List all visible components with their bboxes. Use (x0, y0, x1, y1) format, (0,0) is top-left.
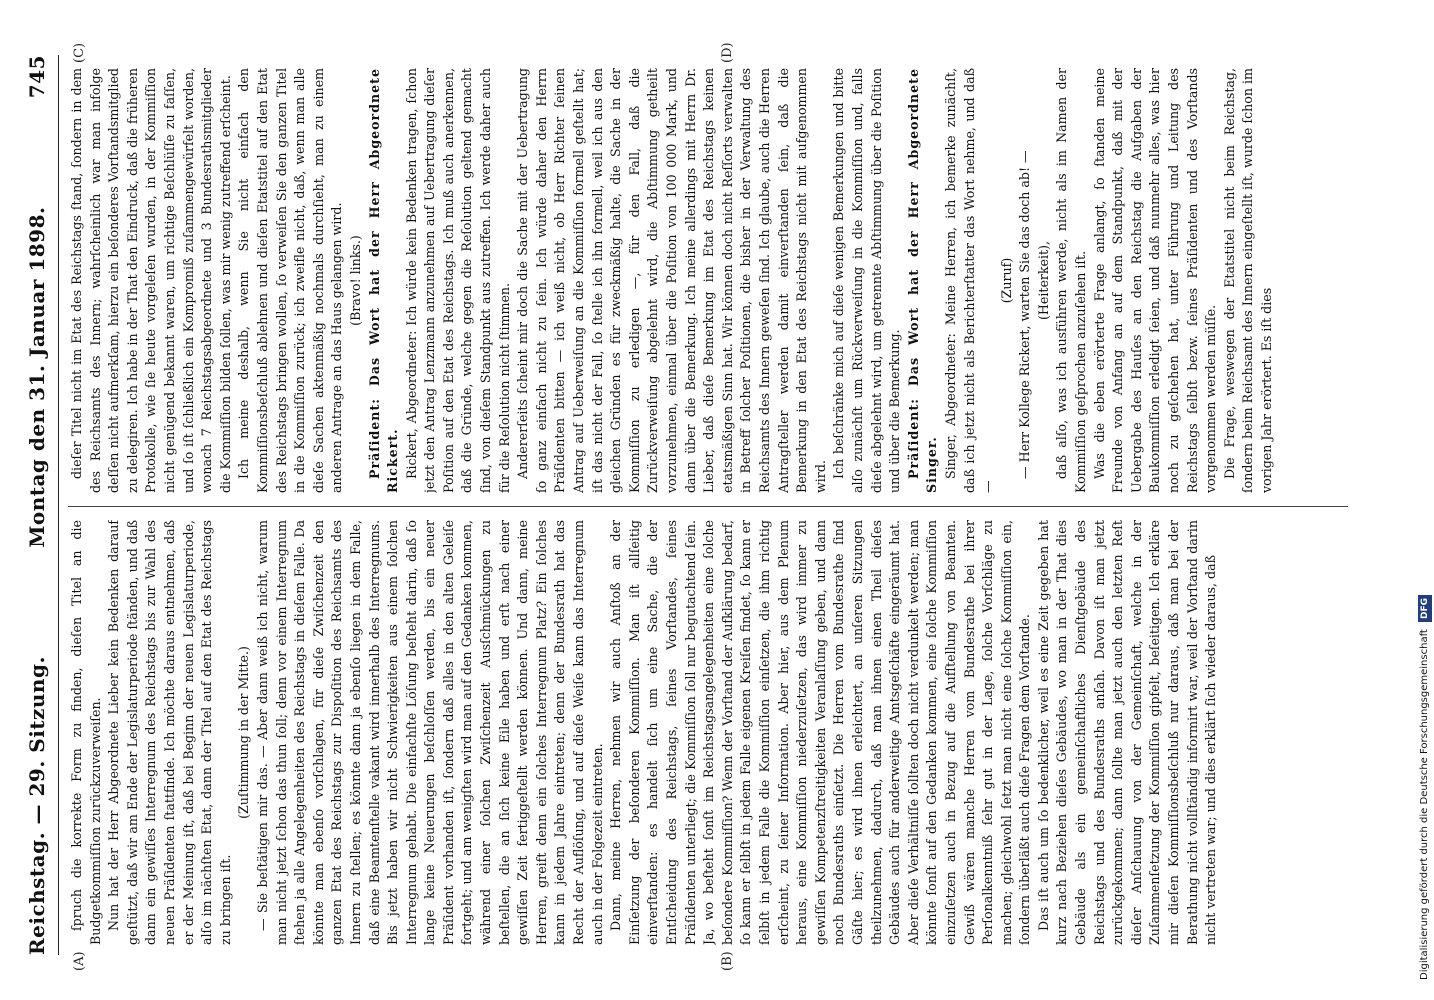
margin-mark-a: (A) (72, 951, 87, 971)
right-para: Ich meine deshalb, wenn Sie nicht einfach den Kommiſſionsbeſchluß ablehnen und dieſen Etatstitel auf den Etat des Reichstags bringen wollen, ſo verweiſen Sie den ganzen Titel in die Kommiſſion zurück; ich zweifle nicht, daß, wenn man alle dieſe Sachen aktenmäßig nochmals durchſieht, man zu einem anderen Antrage an das Haus gelangen wird. (236, 68, 345, 493)
page-header (20, 55, 54, 955)
header-rule (58, 55, 59, 955)
column-divider (68, 506, 1348, 507)
credit-text: Digitalisierung gefördert durch die Deutsche Forschungsgemeinschaft (1419, 629, 1430, 980)
left-column (68, 520, 1358, 945)
margin-mark-c: (C) (72, 42, 87, 63)
left-para: Nun hat der Herr Abgeordnete Lieber kein Bedenken darauf geſtützt, daß wir am Ende der Legislaturperiode ſtänden, und daß dann ein gewiſſes Interregnum des Reichstags bis zur Wahl des neuen Präſidenten ſtattfinde. Ich möchte daraus entnehmen, daß er der Meinung iſt, daß bei Beginn der neuen Legislaturperiode, alſo im nächſten Etat, dann der Titel auf den Etat des Reichstags zu bringen iſt. (106, 520, 233, 945)
rotated-document-page (10, 25, 1390, 985)
right-interjection: (Heiterkeit), (1035, 241, 1051, 320)
right-para: dieſer Titel nicht im Etat des Reichstags ſtand, ſondern in dem des Reichsamts des Innern; wahrſcheinlich war man infolge deſſen nicht aufmerkſam, hierzu ein beſonderes Vorſtandsmitglied zu delegiren. Ich habe in der That den Eindruck, daß die früheren Protokolle, wie ſie heute vorgeleſen wurden, in der Kommiſſion nicht genügend bekannt waren, um richtige Beſchlüſſe zu faſſen, und ſo iſt ſchließlich ein Kompromiß zuſammengewürfelt worden, wonach 7 Reichstagsabgeordnete und 3 Bundesrathsmitglieder die Kommiſſion bilden ſollen, was mir wenig zutreffend erſcheint. (69, 68, 233, 493)
margin-mark-b: (B) (720, 951, 735, 971)
right-para: Rickert, Abgeordneter: Ich würde kein Bedenken tragen, ſchon jetzt den Antrag Lenzmann anzunehmen auf Uebertragung dieſer Poſition auf den Etat des Reichstags. Ich muß auch anerkennen, daß die Gründe, welche gegen die Reſolution geltend gemacht ſind, von dieſem Standpunkt aus zutreffen. Ich werde daher auch für die Reſolution nicht ſtimmen. (403, 68, 512, 493)
right-para: Ich beſchränke mich auf dieſe wenigen Bemerkungen und bitte alſo zunächſt um Rückverweiſung in die Kommiſſion und, falls dieſe abgelehnt wird, um getrennte Abſtimmung über die Poſition und über die Bemerkung. (831, 68, 903, 493)
header-left: Reichstag. — 29. Sitzung. (25, 656, 49, 955)
right-column (68, 68, 1358, 493)
credit-line (1414, 0, 1434, 980)
right-para: Die Frage, weswegen der Etatstitel nicht beim Reichstag, ſondern beim Reichsamt des Innern eingeſtellt iſt, wurde ſchon im vorigen Jahr erörtert. Es iſt dies (1221, 68, 1274, 493)
right-interjection: (Bravo! links.) (347, 235, 363, 326)
right-para: Andererſeits ſcheint mir doch die Sache mit der Uebertragung ſo ganz einfach nicht zu ſein. Ich würde daher den Herrn Präſidenten bitten — ich weiß nicht, ob Herr Richter ſeinen Antrag auf Ueberweiſung an die Kommiſſion formell geſtellt hat; iſt das nicht der Fall, ſo ſtelle ich ihn formell, weil ich aus den gleichen Gründen es für zweckmäßig halte, die Sache in der Kommiſſion zu erledigen —, für den Fall, daß die Zurückverweiſung abgelehnt wird, die Abſtimmung getheilt vorzunehmen, einmal über die Poſition von 100 000 Mark, und dann über die Bemerkung. Ich meine allerdings mit Herrn Dr. Lieber, daß dieſe Bemerkung im Etat des Reichstags keinen etatsmäßigen Sinn hat. Wir können doch nicht Reſſorts verwalten in Betreff ſolcher Poſitionen, die bisher in der Verwaltung des Reichsamts des Innern geweſen ſind. Ich glaube, auch die Herren Antragſteller werden damit einverſtanden ſein, daß die Bemerkung in den Etat des Reichstags nicht mit aufgenommen wird. (515, 68, 828, 493)
left-para: — Sie beſtätigen mir das. — Aber dann weiß ich nicht, warum man nicht jetzt ſchon das thun ſoll; denn vor einem Interregnum ſtehen ja alle Angelegenheiten des Reichstags in dieſem Falle. Da könnte man ebenſo vorſchlagen, für dieſe Zwiſchenzeit den ganzen Etat des Reichstags zur Dispoſition des Reichsamts des Innern zu ſtellen; es könnte dann ja ebenſo liegen in dem Falle, daß eine Beamtenſtelle vakant wird innerhalb des Interregnums. Bis jetzt haben wir nicht Schwierigkeiten aus einem ſolchen Interregnum gehabt. Die einfachſte Löſung beſteht darin, daß ſo lange keine Neuerungen beſchloſſen werden, bis ein neuer Präſident vorhanden iſt, ſondern daß alles in den alten Geleiſe fortgeht; und am wenigſten wird man auf den Gedanken kommen, während einer ſolchen Zwiſchenzeit Ausſchmückungen zu beſtellen, die an ſich keine Eile haben und erſt nach einer gewiſſen Zeit fertiggeſtellt werden können. Und dann, meine Herren, greift denn ein ſolches Interregnum Platz? Ein ſolches kann in jedem Jahre eintreten; denn der Bundesrath hat das Recht der Auflöſung, und auf dieſe Weiſe kann das Interregnum auch in der Folgezeit eintreten. (254, 520, 605, 945)
dfg-logo: DFG (1418, 595, 1432, 622)
left-para: Dann, meine Herren, nehmen wir auch Anſtoß an der Einſetzung der beſonderen Kommiſſion. Man iſt allſeitig einverſtanden: es handelt ſich um eine Sache, die der Entſcheidung des Reichstags, ſeines Vorſtandes, ſeines Präſidenten unterliegt; die Kommiſſion ſoll nur begutachtend ſein. Ja, wo beſteht ſonſt im Reichstagsangelegenheiten eine ſolche beſondere Kommiſſion? Wenn der Vorſtand der Aufklärung bedarf, ſo kann er ſelbſt in jedem Falle eigenen Kreiſen findet, ſo kann er ſelbſt in jedem Falle die Kommiſſion einſetzen, die ihm richtig erſcheint, zu ſeiner Information. Aber hier, aus dem Plenum heraus, eine Kommiſſion niederzuſetzen, das wird immer zu gewiſſen Kompetenzſtreitigkeiten Veranlaſſung geben, und dann noch Bundesraths einſetzt. Die Herren vom Bundesrathe ſind Gäſte hier; es wird ihnen erleichtert, an unſeren Sitzungen theilzunehmen, dadurch, daß man ihnen einen Theil dieſes Gebäudes auch für anderweitige Amtsgeſchäfte eingeräumt hat. Aber dieſe Verhältniſſe ſollten doch nicht verdunkelt werden; man könnte ſonſt auf den Gedanken kommen, eine ſolche Kommiſſion einzuſetzen auch in Bezug auf die Aufſtellung von Beamten. Gewiß wären manche Herren vom Bundesrathe bei ihrer Perſonalkenntniß ſehr gut in der Lage, ſolche Vorſchläge zu machen; gleichwohl ſetzt man nicht eine ſolche Kommiſſion ein, ſondern überläßt auch dieſe Fragen dem Vorſtande. (608, 520, 1033, 945)
right-interjection: (Zuruf) (998, 257, 1014, 304)
margin-mark-d: (D) (720, 42, 735, 63)
digitization-credit (1412, 0, 1434, 1000)
right-para: Singer, Abgeordneter: Meine Herren, ich bemerke zunächſt, daß ich jetzt nicht als Berichterſtatter das Wort nehme, und daß — (942, 68, 996, 493)
left-para: Das iſt auch um ſo bedenklicher, weil es eine Zeit gegeben hat kurz nach Beziehen dieſes Gebäudes, wo man in der That dies Gebäude als ein gemeinſchaftliches Dienſtgebäude des Reichstags und des Bundesraths anſah. Davon iſt man jetzt zurückgekommen; dann ſollte man jetzt auch den letzten Reſt dieſer Anſchauung von der Gemeinſchaft, welche in der Zuſammenſetzung der Kommiſſion gipfelt, beſeitigen. Ich erkläre mir dieſen Kommiſſionsbeſchluß nur daraus, daß man bei der Berathung nicht vollſtändig informirt war, weil der Vorſtand darin nicht vertreten war; und dies erklärt ſich wieder daraus, daß (1035, 520, 1219, 945)
page-number: 745 (25, 55, 49, 99)
right-para: Was die eben erörterte Frage anlangt, ſo ſtanden meine Freunde von Anfang an auf dem Standpunkt, daß mit der Uebergabe des Hauſes an den Reichstag die Aufgaben der Baukommiſſion erledigt ſeien, und daß nunmehr alles, was hier noch zu geſchehen hat, unter Führung und Leitung des Reichstags ſelbſt bezw. ſeines Präſidenten und des Vorſtands vorgenommen werden müſſe. (1091, 68, 1219, 493)
header-date: Montag den 31. Januar 1898. (25, 206, 49, 548)
speaker-line: Präſident: Das Wort hat der Herr Abgeordnete Rickert. (366, 68, 401, 493)
speaker-line: Präſident: Das Wort hat der Herr Abgeordnete Singer. (905, 68, 940, 493)
left-para: ſpruch die korrekte Form zu finden, dieſen Titel an die Budgetkommiſſion zurückzuverweiſen. (69, 520, 103, 945)
left-interjection: (Zuſtimmung in der Mitte.) (236, 646, 252, 819)
right-para: daß alſo, was ich ausführen werde, nicht als im Namen der Kommiſſion geſprochen anzuſehen iſt. (1054, 68, 1089, 493)
right-para: — Herr Kollege Rickert, warten Sie das doch ab! — (1017, 150, 1033, 479)
